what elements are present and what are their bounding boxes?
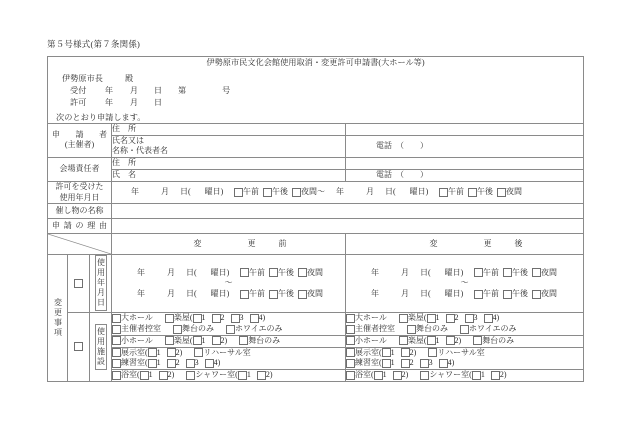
manager-name-caption: 氏 名 [112, 169, 136, 179]
checkbox-rehearsal-after[interactable] [428, 348, 437, 357]
bu2-day: 日( [186, 289, 197, 299]
au2-month: 月 [401, 289, 409, 299]
bf-rehearsal: リハーサル室 [203, 347, 251, 357]
checkbox-bath-2[interactable] [159, 371, 168, 380]
receipt-month: 月 [129, 86, 139, 96]
number-prefix: 第 [178, 86, 187, 96]
af-s2: 2) [454, 335, 462, 345]
af-exhibition: 展示室( [355, 347, 382, 357]
checkbox-s-dressing-1-after[interactable] [427, 336, 436, 345]
bf-practice: 練習室( [121, 358, 148, 368]
manager-name-field[interactable] [112, 169, 346, 181]
checkbox-bu2-morning[interactable] [240, 290, 249, 299]
checkbox-dressing-4[interactable] [250, 314, 259, 323]
bf-s2: 2) [220, 335, 228, 345]
checkbox-dressing-room[interactable] [165, 314, 174, 323]
checkbox-dressing-2-after[interactable] [446, 314, 455, 323]
checkbox-bath[interactable] [112, 371, 121, 380]
after-usedate-field[interactable] [346, 255, 584, 313]
applicant-name-field[interactable] [112, 135, 346, 158]
checkbox-large-hall-after[interactable] [346, 314, 355, 323]
checkbox-practice-4-after[interactable] [439, 359, 448, 368]
checkbox-organizer-room[interactable] [112, 325, 121, 334]
bf-b2: 2) [167, 370, 175, 380]
au2-afternoon: 午後 [512, 289, 528, 299]
bf-bath-line [112, 370, 345, 381]
before-usedate-field[interactable] [112, 255, 346, 313]
before-facility-bath[interactable] [112, 370, 346, 382]
change-section-side-label-text: 変更事項 [53, 298, 63, 339]
bu2-month: 月 [167, 289, 175, 299]
after-change-header [346, 234, 584, 255]
before-facility-exhibition[interactable] [112, 347, 346, 370]
af-ex-line1 [346, 348, 583, 359]
af-e1: 1 [390, 347, 395, 357]
checkbox-small-hall-after[interactable] [346, 336, 355, 345]
diagonal-line-icon [48, 234, 111, 254]
af-s-dressing: 楽屋( [407, 335, 427, 345]
pd2-month: 月 [366, 187, 374, 197]
bf-p2: 2 [175, 358, 180, 368]
bu2-weekday: 曜日) [210, 289, 230, 299]
receipt-permit-block [70, 85, 583, 110]
checkbox-au2-morning[interactable] [474, 290, 483, 299]
checkbox-s-dressing-2-after[interactable] [446, 336, 455, 345]
before-facility-large-hall[interactable] [112, 313, 346, 336]
permitted-date-row [48, 181, 584, 204]
checkbox-shower-2-after[interactable] [491, 371, 500, 380]
after-facility-large-hall[interactable] [346, 313, 584, 336]
checkbox-practice[interactable] [112, 359, 121, 368]
receipt-label: 受付 [70, 86, 87, 96]
usedate-vert-label-cell [90, 255, 112, 313]
manager-address-row [48, 158, 584, 170]
pd-weekday: 曜日) [204, 187, 224, 197]
permit-month: 月 [129, 98, 139, 108]
checkbox-exhibition-2[interactable] [167, 348, 176, 357]
before-facility-small-hall[interactable] [112, 335, 346, 347]
usedate-vert-label: 使用年月日 [96, 258, 106, 309]
after-char-2: 更 [483, 238, 492, 248]
permit-label: 許可 [70, 98, 87, 108]
addressee-line [62, 73, 583, 84]
bf-lh-line2 [112, 324, 345, 335]
af-p1: 1 [390, 358, 395, 368]
checkbox-dressing-4-after[interactable] [484, 314, 493, 323]
event-name-label: 催し物の名称 [48, 204, 112, 219]
bf-ex-line2 [112, 358, 345, 369]
receipt-year: 年 [104, 86, 114, 96]
af-small-hall: 小ホール [355, 335, 387, 345]
addressee-suffix: 殿 [124, 74, 134, 84]
checkbox-dressing-3-after[interactable] [465, 314, 474, 323]
checkbox-dressing-2[interactable] [212, 314, 221, 323]
checkbox-bu-afternoon[interactable] [269, 268, 278, 277]
facility-vert-label: 使用施設 [96, 326, 106, 367]
af-e2: 2) [409, 347, 417, 357]
checkbox-s-stage-only[interactable] [239, 336, 248, 345]
af-large-hall: 大ホール [355, 313, 387, 323]
checkbox-dressing-1-after[interactable] [427, 314, 436, 323]
applicant-label-main: 申請者 [52, 129, 107, 139]
checkbox-large-hall[interactable] [112, 314, 121, 323]
af-p4: 4) [447, 358, 455, 368]
reason-row [48, 219, 584, 234]
checkbox-bu2-afternoon[interactable] [269, 290, 278, 299]
au2-day: 日( [420, 289, 431, 299]
event-name-field[interactable] [112, 204, 584, 219]
bf-e1: 1 [156, 347, 161, 357]
checkbox-exhibition[interactable] [112, 348, 121, 357]
checkbox-bath-2-after[interactable] [393, 371, 402, 380]
bu-day: 日( [186, 267, 197, 277]
checkbox-au2-afternoon[interactable] [503, 290, 512, 299]
checkbox-small-hall[interactable] [112, 336, 121, 345]
application-form-table [47, 56, 584, 382]
usedate-check-cell[interactable] [68, 255, 90, 313]
af-ex-line2 [346, 358, 583, 369]
manager-tel-field[interactable] [346, 169, 584, 181]
pd-afternoon: 午後 [272, 187, 288, 197]
facility-vert-label-cell [90, 313, 112, 382]
bf-p1: 1 [156, 358, 161, 368]
checkbox-evening-2[interactable] [497, 188, 506, 197]
checkbox-bath-1[interactable] [140, 371, 149, 380]
bf-ex-line1 [112, 348, 345, 359]
after-char-3: 後 [514, 238, 523, 248]
bf-foyer: ホワイエのみ [235, 323, 283, 333]
checkbox-bu-evening[interactable] [298, 268, 307, 277]
checkbox-shower[interactable] [186, 371, 195, 380]
af-lh-line1 [346, 313, 583, 324]
after-facility-exhibition[interactable] [346, 347, 584, 370]
reason-label [48, 219, 112, 234]
bu2-afternoon: 午後 [278, 289, 294, 299]
bu-morning: 午前 [249, 267, 265, 277]
pd-range: ～ [317, 187, 325, 197]
after-facility-small-hall[interactable] [346, 335, 584, 347]
receipt-line [70, 85, 583, 97]
applicant-address-field[interactable] [112, 123, 346, 135]
bu2-morning: 午前 [249, 289, 265, 299]
checkbox-evening[interactable] [292, 188, 301, 197]
bf-sh2: 2) [265, 370, 273, 380]
bf-d4: 4) [258, 313, 266, 323]
af-b1: 1 [382, 370, 387, 380]
header-cell [48, 57, 584, 124]
af-d2: 2 [454, 313, 459, 323]
applicant-tel-paren: （ ） [396, 140, 428, 150]
af-organizer: 主催者控室 [355, 323, 395, 333]
permitted-date-label-2: 使用年月日 [59, 192, 100, 202]
bf-sh-line [112, 336, 345, 347]
checkbox-afternoon-2[interactable] [468, 188, 477, 197]
au-weekday: 曜日) [444, 267, 464, 277]
permit-day: 日 [153, 98, 163, 108]
au2-weekday: 曜日) [444, 289, 464, 299]
af-p3: 3 [428, 358, 433, 368]
checkbox-au-evening[interactable] [532, 268, 541, 277]
after-usedate-tilde: 〜 [460, 278, 469, 288]
facility-row-bath [48, 370, 584, 382]
bf-d1: 1 [201, 313, 206, 323]
checkbox-practice-after[interactable] [346, 359, 355, 368]
pd-day: 日( [180, 187, 191, 197]
af-lh-line2 [346, 324, 583, 335]
checkbox-practice-3[interactable] [186, 359, 195, 368]
checkbox-bath-after[interactable] [346, 371, 355, 380]
application-note: 次のとおり申請します。 [56, 112, 146, 122]
bu-month: 月 [167, 267, 175, 277]
permit-line [70, 97, 583, 109]
checkbox-stage-only[interactable] [173, 325, 182, 334]
pd-year: 年 [131, 187, 139, 197]
checkbox-practice-3-after[interactable] [420, 359, 429, 368]
manager-tel-paren: （ ） [396, 169, 428, 179]
af-rehearsal: リハーサル室 [437, 347, 485, 357]
af-sh1: 1 [480, 370, 485, 380]
pd2-day: 日( [385, 187, 396, 197]
checkbox-practice-1[interactable] [148, 359, 157, 368]
bf-organizer: 主催者控室 [121, 323, 161, 333]
applicant-address-caption: 住 所 [112, 123, 136, 133]
reason-field[interactable] [112, 219, 584, 234]
bf-large-hall: 大ホール [121, 313, 153, 323]
manager-address-field-right[interactable] [346, 158, 584, 170]
pd2-afternoon: 午後 [477, 187, 493, 197]
applicant-address-field-right[interactable] [346, 123, 584, 135]
checkbox-dressing-1[interactable] [193, 314, 202, 323]
venue-manager-label: 会場責任者 [48, 158, 112, 182]
bf-small-hall: 小ホール [121, 335, 153, 345]
bf-e2: 2) [175, 347, 183, 357]
af-d1: 1 [435, 313, 440, 323]
checkbox-morning-2[interactable] [439, 188, 448, 197]
bu-year: 年 [137, 267, 145, 277]
checkbox-practice-1-after[interactable] [382, 359, 391, 368]
applicant-tel-label: 電話 [376, 140, 392, 150]
checkbox-shower-1[interactable] [238, 371, 247, 380]
bf-dressing: 楽屋( [173, 313, 193, 323]
checkbox-foyer-only-after[interactable] [460, 325, 469, 334]
checkbox-s-dressing-room[interactable] [165, 336, 174, 345]
number-suffix: 号 [222, 86, 231, 96]
bf-lh-line1 [112, 313, 345, 324]
before-change-header [112, 234, 346, 255]
bf-exhibition: 展示室( [121, 347, 148, 357]
checkbox-practice-4[interactable] [205, 359, 214, 368]
bu2-year: 年 [137, 289, 145, 299]
checkbox-stage-only-after[interactable] [407, 325, 416, 334]
permitted-date-label [48, 181, 112, 204]
manager-name-row [48, 169, 584, 181]
af-stage: 舞台のみ [416, 323, 448, 333]
bf-s-stage: 舞台のみ [248, 335, 281, 345]
af-p2: 2 [409, 358, 414, 368]
header-row [48, 57, 584, 124]
af-shower: シャワー室( [429, 370, 472, 380]
form-title: 伊勢原市民文化会館使用取消・変更許可申請書(大ホール等) [206, 58, 425, 67]
checkbox-shower-after[interactable] [420, 371, 429, 380]
manager-address-caption: 住 所 [112, 158, 136, 168]
before-char-2: 更 [247, 238, 256, 248]
checkbox-exhibition-2-after[interactable] [401, 348, 410, 357]
checkbox-bath-1-after[interactable] [374, 371, 383, 380]
permit-year: 年 [104, 98, 114, 108]
diagonal-cell [48, 234, 112, 255]
au-afternoon: 午後 [512, 267, 528, 277]
applicant-name-row [48, 135, 584, 158]
bf-s1: 1 [201, 335, 206, 345]
checkbox-au-afternoon[interactable] [503, 268, 512, 277]
checkbox-bu-morning[interactable] [240, 268, 249, 277]
af-s1: 1 [435, 335, 440, 345]
applicant-name-caption-1: 氏名又は [112, 135, 144, 145]
checkbox-shower-2[interactable] [257, 371, 266, 380]
checkbox-bu2-evening[interactable] [298, 290, 307, 299]
bf-s-dressing: 楽屋( [173, 335, 193, 345]
checkbox-dressing-room-after[interactable] [399, 314, 408, 323]
checkbox-s-stage-only-after[interactable] [473, 336, 482, 345]
checkbox-exhibition-1[interactable] [148, 348, 157, 357]
manager-address-field[interactable] [112, 158, 346, 170]
before-usedate-line-2 [112, 288, 345, 301]
pd2-year: 年 [336, 187, 344, 197]
bf-p4: 4) [213, 358, 221, 368]
pd2-morning: 午前 [448, 187, 464, 197]
applicant-address-row [48, 123, 584, 135]
pd-evening: 夜間 [301, 187, 317, 197]
permitted-date-label-1: 許可を受けた [55, 181, 104, 191]
bf-bath: 浴室( [121, 370, 140, 380]
af-bath: 浴室( [355, 370, 374, 380]
bf-stage: 舞台のみ [182, 323, 214, 333]
bu-evening: 夜間 [307, 267, 323, 277]
af-d4: 4) [492, 313, 500, 323]
checkbox-morning[interactable] [234, 188, 243, 197]
facility-check-cell[interactable] [68, 313, 90, 382]
af-bath-line [346, 370, 583, 381]
facility-row-large-hall [48, 313, 584, 336]
addressee-name: 伊勢原市長 [62, 74, 103, 84]
form-number: 第５号様式(第７条関係) [47, 39, 141, 49]
checkbox-practice-2-after[interactable] [401, 359, 410, 368]
receipt-day: 日 [153, 86, 163, 96]
event-name-row [48, 204, 584, 219]
pd-month: 月 [161, 187, 169, 197]
af-foyer: ホワイエのみ [469, 323, 517, 333]
af-practice: 練習室( [355, 358, 382, 368]
pd2-evening: 夜間 [506, 187, 522, 197]
before-usedate-tilde: 〜 [224, 278, 233, 288]
bf-sh1: 1 [246, 370, 251, 380]
au-year: 年 [371, 267, 379, 277]
applicant-tel-field[interactable] [346, 135, 584, 158]
checkbox-afternoon[interactable] [263, 188, 272, 197]
checkbox-shower-1-after[interactable] [472, 371, 481, 380]
applicant-label-sub: (主催者) [64, 140, 95, 150]
af-sh-line [346, 336, 583, 347]
bu2-evening: 夜間 [307, 289, 323, 299]
af-s-stage: 舞台のみ [482, 335, 515, 345]
checkbox-s-dressing-1[interactable] [193, 336, 202, 345]
af-sh2: 2) [499, 370, 507, 380]
change-section-side-label [48, 255, 68, 382]
pd-morning: 午前 [243, 187, 259, 197]
checkbox-exhibition-1-after[interactable] [382, 348, 391, 357]
pd2-weekday: 曜日) [409, 187, 429, 197]
au-month: 月 [401, 267, 409, 277]
change-usedate-row [48, 255, 584, 313]
checkbox-organizer-room-after[interactable] [346, 325, 355, 334]
before-char-1: 変 [193, 238, 202, 248]
af-d3: 3 [473, 313, 478, 323]
af-b2: 2) [401, 370, 409, 380]
bf-b1: 1 [148, 370, 153, 380]
checkbox-au-morning[interactable] [474, 268, 483, 277]
checkbox-practice-2[interactable] [167, 359, 176, 368]
after-usedate-line-2 [346, 288, 583, 301]
au-morning: 午前 [483, 267, 499, 277]
applicant-name-caption-2: 名称・代表者名 [112, 146, 168, 156]
permitted-date-field[interactable] [112, 181, 584, 204]
checkbox-change-usedate[interactable] [74, 279, 83, 288]
bf-shower: シャワー室( [195, 370, 238, 380]
after-facility-bath[interactable] [346, 370, 584, 382]
bf-p3: 3 [194, 358, 199, 368]
before-char-3: 前 [278, 238, 287, 248]
checkbox-exhibition-after[interactable] [346, 348, 355, 357]
bf-d2: 2 [220, 313, 225, 323]
facility-row-small-hall [48, 335, 584, 347]
reason-label-text: 申請の理由 [52, 220, 107, 230]
checkbox-rehearsal[interactable] [194, 348, 203, 357]
au2-year: 年 [371, 289, 379, 299]
after-char-1: 変 [429, 238, 438, 248]
checkbox-foyer-only[interactable] [226, 325, 235, 334]
au2-morning: 午前 [483, 289, 499, 299]
au2-evening: 夜間 [541, 289, 557, 299]
checkbox-s-dressing-room-after[interactable] [399, 336, 408, 345]
checkbox-dressing-3[interactable] [231, 314, 240, 323]
au-day: 日( [420, 267, 431, 277]
checkbox-s-dressing-2[interactable] [212, 336, 221, 345]
af-dressing: 楽屋( [407, 313, 427, 323]
bu-weekday: 曜日) [210, 267, 230, 277]
au-evening: 夜間 [541, 267, 557, 277]
change-header-row [48, 234, 584, 255]
manager-tel-label: 電話 [376, 169, 392, 179]
bf-d3: 3 [239, 313, 244, 323]
checkbox-au2-evening[interactable] [532, 290, 541, 299]
applicant-label [48, 123, 112, 157]
checkbox-change-facility[interactable] [74, 342, 83, 351]
facility-row-exhibition [48, 347, 584, 370]
bu-afternoon: 午後 [278, 267, 294, 277]
